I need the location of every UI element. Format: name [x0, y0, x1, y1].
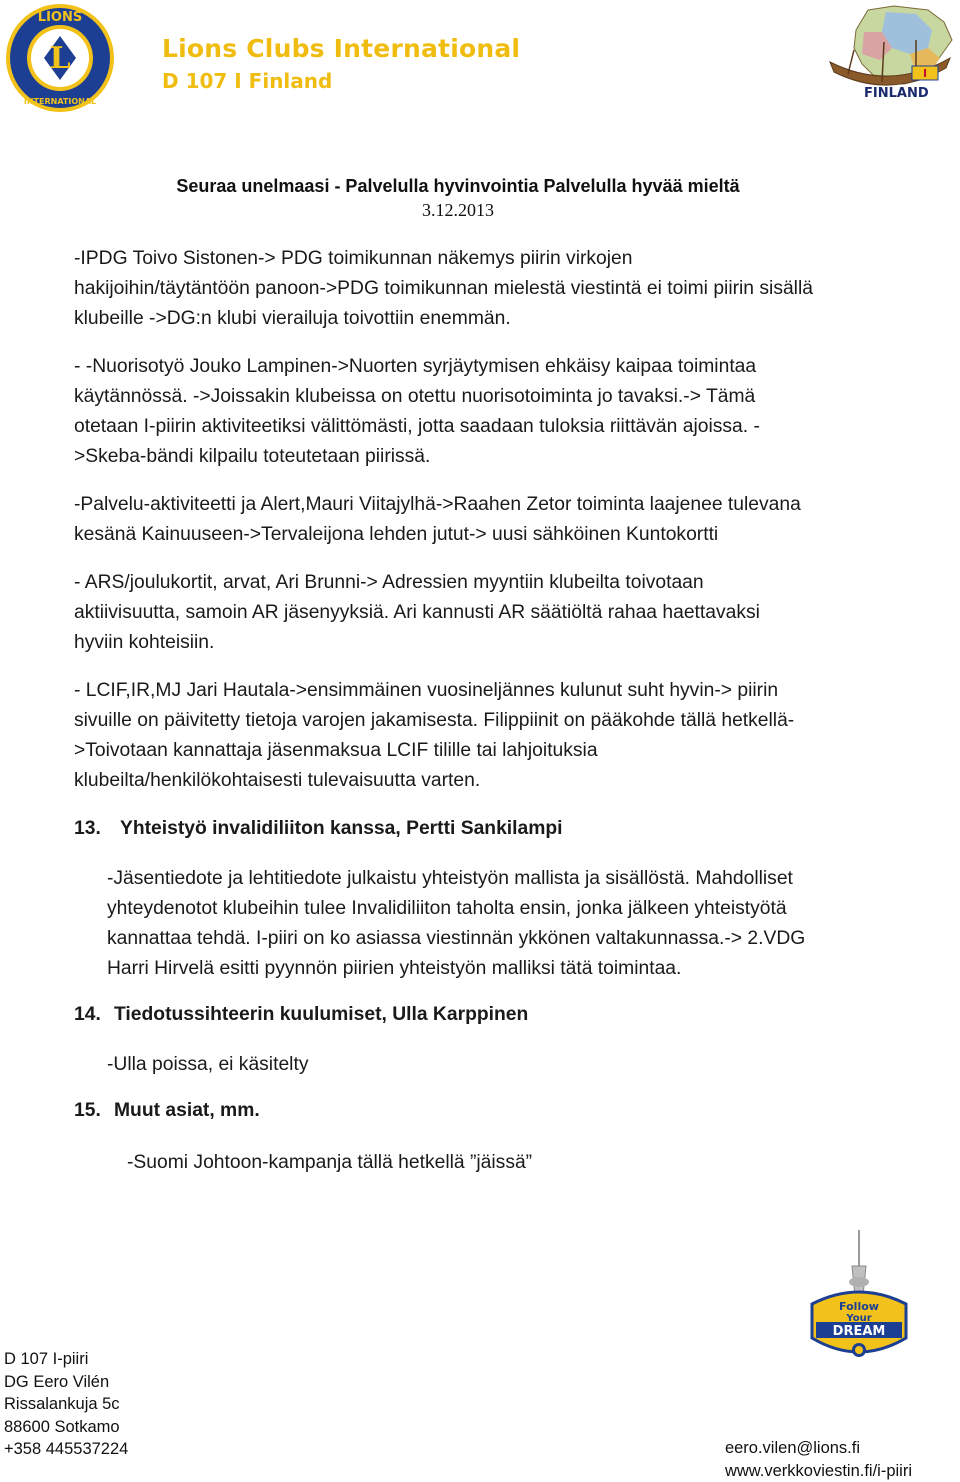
footer-contact: [4, 1348, 128, 1461]
section-15-heading: [74, 1100, 260, 1122]
text-line: yhteydenotot klubeihin tulee Invalidiliiton taholta ensin, jonka jälkeen yhteistyötä: [107, 894, 937, 924]
map-region-label: I: [923, 67, 927, 80]
logo-text-bottom: INTERNATIONAL: [24, 97, 96, 106]
footer-links: [725, 1437, 912, 1482]
org-name: Lions Clubs International: [162, 34, 520, 63]
text-line: aktiivisuutta, samoin AR jäsenyyksiä. Ari kannusti AR säätiöltä rahaa haettavaksi: [74, 598, 940, 628]
paragraph-palvelu: [74, 490, 940, 550]
text-line: hakijoihin/täytäntöön panoon->PDG toimikunnan mielestä viestintä ei toimi piirin sisällä: [74, 274, 940, 304]
dream-logo-top: Follow: [839, 1300, 879, 1313]
section-13-heading: [74, 818, 563, 840]
document-title: Seuraa unelmaasi - Palvelulla hyvinvointia Palvelulla hyvää mieltä: [0, 176, 916, 197]
section-title: Tiedotussihteerin kuulumiset, Ulla Karppinen: [114, 1004, 528, 1025]
email-link[interactable]: eero.vilen@lions.fi: [725, 1437, 912, 1460]
brand-block: [162, 34, 520, 93]
text-line: - -Nuorisotyö Jouko Lampinen->Nuorten syrjäytymisen ehkäisy kaipaa toimintaa: [74, 352, 940, 382]
section-number: 15.: [74, 1100, 114, 1122]
text-line: kesänä Kainuuseen->Tervaleijona lehden jutut-> uusi sähköinen Kuntokortti: [74, 520, 940, 550]
section-number: 14.: [74, 1004, 114, 1026]
lions-international-logo: [4, 2, 116, 114]
text-line: -IPDG Toivo Sistonen-> PDG toimikunnan näkemys piirin virkojen: [74, 244, 940, 274]
footer-line: 88600 Sotkamo: [4, 1416, 128, 1439]
paragraph-ars: [74, 568, 940, 658]
footer-line: Rissalankuja 5c: [4, 1393, 128, 1416]
section-title: Muut asiat, mm.: [114, 1100, 260, 1121]
footer-line: D 107 I-piiri: [4, 1348, 128, 1371]
text-line: -Suomi Johtoon-kampanja tällä hetkellä ”jäissä”: [127, 1148, 957, 1178]
text-line: -Ulla poissa, ei käsitelty: [107, 1050, 937, 1080]
text-line: otetaan I-piirin aktiviteetiksi välittömästi, jotta saadaan tuloksia riittävän ajoissa. -: [74, 412, 940, 442]
district-name: D 107 I Finland: [162, 69, 520, 93]
text-line: klubeille ->DG:n klubi vierailuja toivottiin enemmän.: [74, 304, 940, 334]
text-line: hyviin kohteisiin.: [74, 628, 940, 658]
section-15-body: [127, 1148, 957, 1178]
section-14-heading: [74, 1004, 528, 1026]
finland-label: FINLAND: [864, 86, 929, 101]
paragraph-ipdg: [74, 244, 940, 334]
website-link[interactable]: www.verkkoviestin.fi/i-piiri: [725, 1460, 912, 1482]
section-number: 13.: [74, 818, 120, 840]
dream-logo-mid: Your: [845, 1313, 871, 1324]
text-line: - LCIF,IR,MJ Jari Hautala->ensimmäinen vuosineljännes kulunut suht hyvin-> piirin: [74, 676, 940, 706]
footer-line: +358 445537224: [4, 1438, 128, 1461]
section-title: Yhteistyö invalidiliiton kanssa, Pertti Sankilampi: [120, 818, 563, 839]
text-line: >Skeba-bändi kilpailu toteutetaan piirissä.: [74, 442, 940, 472]
paragraph-nuorisotyo: [74, 352, 940, 472]
footer-line: DG Eero Vilén: [4, 1371, 128, 1394]
text-line: klubeilta/henkilökohtaisesti tulevaisuutta varten.: [74, 766, 940, 796]
text-line: >Toivotaan kannattaja jäsenmaksua LCIF tilille tai lahjoituksia: [74, 736, 940, 766]
text-line: sivuille on päivitetty tietoja varojen jakamisesta. Filippiinit on pääkohde tällä hetkellä-: [74, 706, 940, 736]
section-14-body: [107, 1050, 937, 1080]
follow-your-dream-logo: [806, 1226, 912, 1376]
text-line: -Jäsentiedote ja lehtitiedote julkaistu yhteistyön mallista ja sisällöstä. Mahdolliset: [107, 864, 937, 894]
document-date: 3.12.2013: [0, 200, 916, 221]
logo-text-top: LIONS: [38, 10, 82, 25]
section-13-body: [107, 864, 937, 984]
text-line: - ARS/joulukortit, arvat, Ari Brunni-> Adressien myyntiin klubeilta toivotaan: [74, 568, 940, 598]
text-line: kannattaa tehdä. I-piiri on ko asiassa viestinnän ykkönen valtakunnassa.-> 2.VDG: [107, 924, 937, 954]
text-line: käytännössä. ->Joissakin klubeissa on otettu nuorisotoiminta jo tavaksi.-> Tämä: [74, 382, 940, 412]
text-line: -Palvelu-aktiviteetti ja Alert,Mauri Viitajylhä->Raahen Zetor toiminta laajenee tulevana: [74, 490, 940, 520]
text-line: Harri Hirvelä esitti pyynnön piirien yhteistyön malliksi tätä toimintaa.: [107, 954, 937, 984]
paragraph-lcif: [74, 676, 940, 796]
logo-letter: L: [49, 41, 70, 76]
dream-logo-bottom: DREAM: [833, 1324, 886, 1339]
